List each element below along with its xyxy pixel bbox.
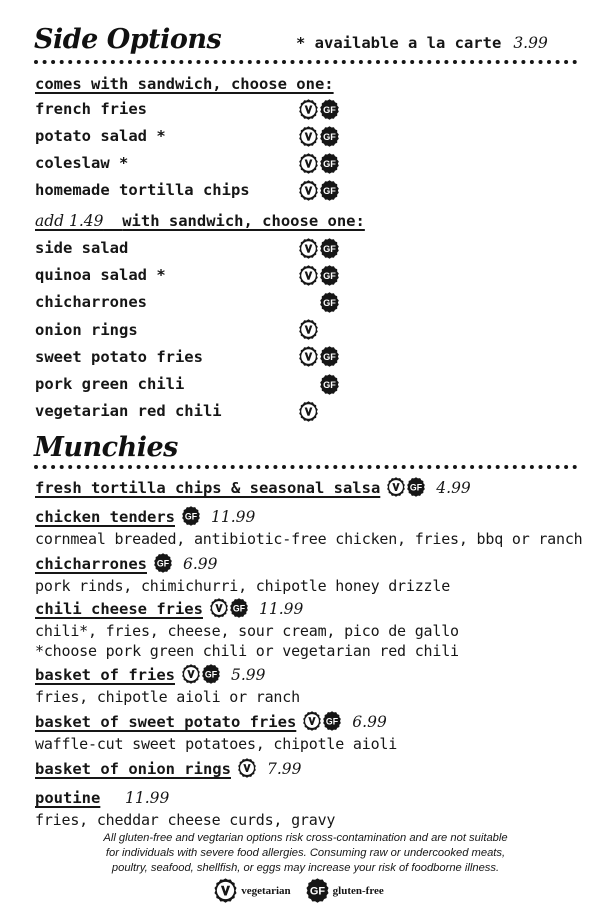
vegetarian-badge-icon <box>298 99 319 120</box>
gluten-free-badge-icon <box>319 265 340 286</box>
dietary-icons <box>153 553 173 573</box>
vegetarian-badge-icon <box>213 878 238 903</box>
munchies-item-price: 6.99 <box>352 713 387 731</box>
vegetarian-badge-icon <box>298 265 319 286</box>
divider-dot <box>402 60 406 64</box>
dietary-legend <box>0 878 611 903</box>
divider-dot <box>539 465 543 469</box>
divider-dot <box>308 465 312 469</box>
munchies-item <box>35 506 255 528</box>
divider-dot <box>521 465 525 469</box>
divider-dot <box>376 465 380 469</box>
divider-dot <box>342 465 346 469</box>
divider-dot <box>85 465 89 469</box>
munchies-item-price: 4.99 <box>436 479 471 497</box>
divider-dot <box>179 60 183 64</box>
gluten-free-badge-icon <box>181 506 201 526</box>
vegetarian-badge-icon <box>209 598 229 618</box>
munchies-item-name: chili cheese fries <box>35 600 203 618</box>
side-option-item: sweet potato fries <box>35 347 203 366</box>
munchies-item-price: 6.99 <box>182 555 218 573</box>
divider-dot <box>453 465 457 469</box>
legend-vegetarian-label: vegetarian <box>241 884 291 897</box>
side-option-item: homemade tortilla chips <box>35 181 250 199</box>
divider-dot <box>137 465 141 469</box>
divider-dot <box>479 465 483 469</box>
gluten-free-badge-icon <box>319 292 340 313</box>
disclaimer-line: poultry, seafood, shellfish, or eggs may increase your risk of foodborne illness. <box>111 862 500 874</box>
group2-add-price: add 1.49 <box>35 212 104 230</box>
divider-dot <box>299 60 303 64</box>
munchies-item-description: waffle-cut sweet potatoes, chipotle aioli <box>35 735 398 753</box>
dietary-icons <box>302 711 342 731</box>
divider-dot <box>564 465 568 469</box>
divider-dot <box>68 465 72 469</box>
divider-dot <box>34 60 38 64</box>
munchies-item <box>35 664 266 686</box>
munchies-item-name: basket of onion rings <box>35 760 231 778</box>
divider-dot <box>154 60 158 64</box>
divider-dot <box>350 60 354 64</box>
side-option-item: pork green chili <box>35 375 185 393</box>
divider-dot <box>94 60 98 64</box>
vegetarian-badge-icon <box>298 153 319 174</box>
gluten-free-badge-icon <box>322 711 342 731</box>
icon-spacer <box>298 374 319 395</box>
divider-dot <box>102 465 106 469</box>
a-la-carte-price: 3.99 <box>513 34 548 52</box>
divider-dot <box>333 60 337 64</box>
dietary-icons <box>298 98 340 120</box>
a-la-carte-note <box>296 34 548 52</box>
gluten-free-badge-icon <box>319 374 340 395</box>
group2-header-row <box>35 210 365 232</box>
divider-dot <box>462 465 466 469</box>
munchies-item-price: 11.99 <box>210 508 256 526</box>
divider-dot <box>77 60 81 64</box>
divider-dot <box>470 465 474 469</box>
divider-dot <box>393 60 397 64</box>
dietary-icons <box>298 400 319 422</box>
munchies-item-description: *choose pork green chili or vegetarian red chili <box>35 642 459 660</box>
divider-dot <box>436 465 440 469</box>
side-option-item: vegetarian red chili <box>35 402 222 421</box>
divider-dot <box>325 465 329 469</box>
divider-dot <box>120 465 124 469</box>
divider-dot <box>120 60 124 64</box>
divider-dot <box>547 60 551 64</box>
munchies-item-name: basket of fries <box>35 666 175 684</box>
gluten-free-badge-icon <box>319 99 340 120</box>
divider-dot <box>171 465 175 469</box>
munchies-item-price: 5.99 <box>230 666 266 684</box>
divider-dot <box>239 60 243 64</box>
side-option-item: quinoa salad * <box>35 266 166 285</box>
divider-dot <box>410 465 414 469</box>
divider-dot <box>385 465 389 469</box>
divider-dot <box>444 465 448 469</box>
divider-dot <box>504 465 508 469</box>
vegetarian-badge-icon <box>298 238 319 259</box>
divider-dot <box>359 60 363 64</box>
divider-dot <box>453 60 457 64</box>
munchies-item-name: chicken tenders <box>35 508 175 526</box>
gluten-free-badge-icon <box>229 598 249 618</box>
divider-dot <box>197 60 201 64</box>
divider-dot <box>205 465 209 469</box>
gluten-free-badge-icon <box>319 126 340 147</box>
dietary-icons <box>181 506 201 526</box>
divider-dot <box>265 465 269 469</box>
a-la-carte-label: * available a la carte <box>296 34 502 52</box>
divider-dot <box>333 465 337 469</box>
divider-dot <box>556 60 560 64</box>
divider-dot <box>137 60 141 64</box>
divider-dot <box>470 60 474 64</box>
dietary-icons <box>298 346 340 368</box>
divider-dot <box>239 465 243 469</box>
divider-dot <box>256 465 260 469</box>
divider-dot <box>188 465 192 469</box>
divider-dot <box>273 465 277 469</box>
gluten-free-badge-icon <box>153 553 173 573</box>
divider-dot <box>34 465 38 469</box>
dietary-icons <box>298 152 340 174</box>
divider-dot <box>402 465 406 469</box>
vegetarian-badge-icon <box>298 180 319 201</box>
munchies-item-name: poutine <box>35 789 101 807</box>
divider-dot <box>410 60 414 64</box>
divider-dot <box>214 465 218 469</box>
divider-dot <box>51 465 55 469</box>
divider-dot <box>265 60 269 64</box>
disclaimer-line: for individuals with severe food allergies. Consuming raw or undercooked meats, <box>105 847 506 859</box>
vegetarian-badge-icon <box>298 319 319 340</box>
side-option-item: french fries <box>35 100 147 118</box>
divider-dot <box>85 60 89 64</box>
divider-dot <box>479 60 483 64</box>
munchies-item-name: basket of sweet potato fries <box>35 713 297 731</box>
divider-dot <box>427 60 431 64</box>
allergy-disclaimer <box>30 831 581 876</box>
divider-dot <box>521 60 525 64</box>
divider-dot <box>436 60 440 64</box>
divider-dot <box>342 60 346 64</box>
divider-dot <box>513 465 517 469</box>
divider-dot <box>368 465 372 469</box>
divider-dot <box>504 60 508 64</box>
divider-dot <box>273 60 277 64</box>
divider-dot <box>282 465 286 469</box>
divider-dot <box>128 60 132 64</box>
divider-dot <box>205 60 209 64</box>
gluten-free-badge-icon <box>319 153 340 174</box>
divider-dot <box>530 465 534 469</box>
side-option-item: chicharrones <box>35 293 147 312</box>
divider-dot <box>145 465 149 469</box>
vegetarian-badge-icon <box>298 401 319 422</box>
divider-dot <box>291 465 295 469</box>
munchies-item-description: fries, cheddar cheese curds, gravy <box>35 811 336 829</box>
divider-dot <box>171 60 175 64</box>
divider-dot <box>128 465 132 469</box>
divider-dot <box>444 60 448 64</box>
gluten-free-badge-icon <box>406 477 426 497</box>
legend-gluten-free-label: gluten-free <box>332 884 384 897</box>
munchies-item-description: chili*, fries, cheese, sour cream, pico de gallo <box>35 622 459 640</box>
divider-dot <box>359 465 363 469</box>
divider-dot <box>393 465 397 469</box>
side-option-item: coleslaw * <box>35 154 129 172</box>
divider-dot <box>43 465 47 469</box>
munchies-item <box>35 711 387 733</box>
side-option-item: side salad <box>35 239 129 257</box>
disclaimer-line: All gluten-free and vegtarian options risk cross-contamination and are not suitable <box>103 832 508 844</box>
divider-dot <box>162 60 166 64</box>
divider-dot <box>179 465 183 469</box>
dietary-icons <box>298 179 340 201</box>
vegetarian-badge-icon <box>298 346 319 367</box>
divider-dot <box>299 465 303 469</box>
dietary-icons <box>298 373 340 395</box>
gluten-free-badge-icon <box>319 180 340 201</box>
divider-dot <box>248 60 252 64</box>
munchies-item <box>35 758 301 780</box>
dietary-icons <box>298 264 340 286</box>
divider-dot <box>162 465 166 469</box>
divider-dot <box>248 465 252 469</box>
divider-dot <box>197 465 201 469</box>
munchies-item-name: fresh tortilla chips & seasonal salsa <box>35 479 381 497</box>
icon-spacer <box>298 292 319 313</box>
divider-dot <box>145 60 149 64</box>
group2-header: with sandwich, choose one: <box>122 212 365 230</box>
side-options-title: Side Options <box>34 24 222 55</box>
dietary-icons <box>298 125 340 147</box>
gluten-free-badge-icon <box>201 664 221 684</box>
divider-dot <box>111 465 115 469</box>
munchies-item <box>35 553 218 575</box>
divider-dot <box>530 60 534 64</box>
divider-dot <box>316 465 320 469</box>
gluten-free-badge-icon <box>319 346 340 367</box>
divider-dot <box>222 60 226 64</box>
divider-dot <box>231 465 235 469</box>
divider-dot <box>214 60 218 64</box>
divider-dot <box>68 60 72 64</box>
munchies-item-name: chicharrones <box>35 555 147 573</box>
dietary-icons <box>209 598 249 618</box>
divider-dot <box>564 60 568 64</box>
dietary-icons <box>298 237 340 259</box>
divider-dot <box>573 60 577 64</box>
divider-dot <box>291 60 295 64</box>
divider-dot <box>539 60 543 64</box>
divider-dot <box>94 465 98 469</box>
munchies-item-price: 11.99 <box>125 789 170 807</box>
divider-dot <box>282 60 286 64</box>
divider-dot <box>419 465 423 469</box>
divider-dot <box>102 60 106 64</box>
dietary-icons <box>181 664 221 684</box>
divider-dot <box>462 60 466 64</box>
divider-dot <box>419 60 423 64</box>
munchies-item-price: 11.99 <box>258 600 304 618</box>
divider-dot <box>496 60 500 64</box>
divider-dot <box>77 465 81 469</box>
divider-dot <box>111 60 115 64</box>
divider-dot <box>231 60 235 64</box>
munchies-item <box>35 787 169 809</box>
munchies-item-description: cornmeal breaded, antibiotic-free chicken, fries, bbq or ranch <box>35 530 583 548</box>
gluten-free-badge-icon <box>319 238 340 259</box>
group1-header: comes with sandwich, choose one: <box>35 75 334 93</box>
divider-dot <box>556 465 560 469</box>
divider-dot <box>51 60 55 64</box>
vegetarian-badge-icon <box>302 711 322 731</box>
dotted-divider <box>34 59 580 65</box>
vegetarian-badge-icon <box>181 664 201 684</box>
munchies-item-price: 7.99 <box>266 760 302 778</box>
divider-dot <box>385 60 389 64</box>
divider-dot <box>427 465 431 469</box>
munchies-item-description: fries, chipotle aioli or ranch <box>35 688 300 706</box>
side-option-item: onion rings <box>35 320 138 339</box>
divider-dot <box>487 60 491 64</box>
divider-dot <box>376 60 380 64</box>
dietary-icons <box>298 291 340 313</box>
munchies-item-description: pork rinds, chimichurri, chipotle honey drizzle <box>35 577 451 595</box>
divider-dot <box>60 60 64 64</box>
munchies-item <box>35 598 303 620</box>
dotted-divider <box>34 464 580 470</box>
divider-dot <box>547 465 551 469</box>
dietary-icons <box>237 758 257 778</box>
divider-dot <box>316 60 320 64</box>
gluten-free-badge-icon <box>305 878 330 903</box>
divider-dot <box>308 60 312 64</box>
divider-dot <box>368 60 372 64</box>
vegetarian-badge-icon <box>386 477 406 497</box>
divider-dot <box>188 60 192 64</box>
divider-dot <box>496 465 500 469</box>
divider-dot <box>573 465 577 469</box>
divider-dot <box>43 60 47 64</box>
munchies-item <box>35 477 471 499</box>
side-option-item: potato salad * <box>35 127 166 145</box>
divider-dot <box>487 465 491 469</box>
dietary-icons <box>386 477 426 497</box>
divider-dot <box>350 465 354 469</box>
vegetarian-badge-icon <box>237 758 257 778</box>
dietary-icons <box>298 319 319 341</box>
munchies-title: Munchies <box>34 432 178 463</box>
divider-dot <box>325 60 329 64</box>
divider-dot <box>222 465 226 469</box>
divider-dot <box>60 465 64 469</box>
divider-dot <box>513 60 517 64</box>
vegetarian-badge-icon <box>298 126 319 147</box>
divider-dot <box>256 60 260 64</box>
divider-dot <box>154 465 158 469</box>
